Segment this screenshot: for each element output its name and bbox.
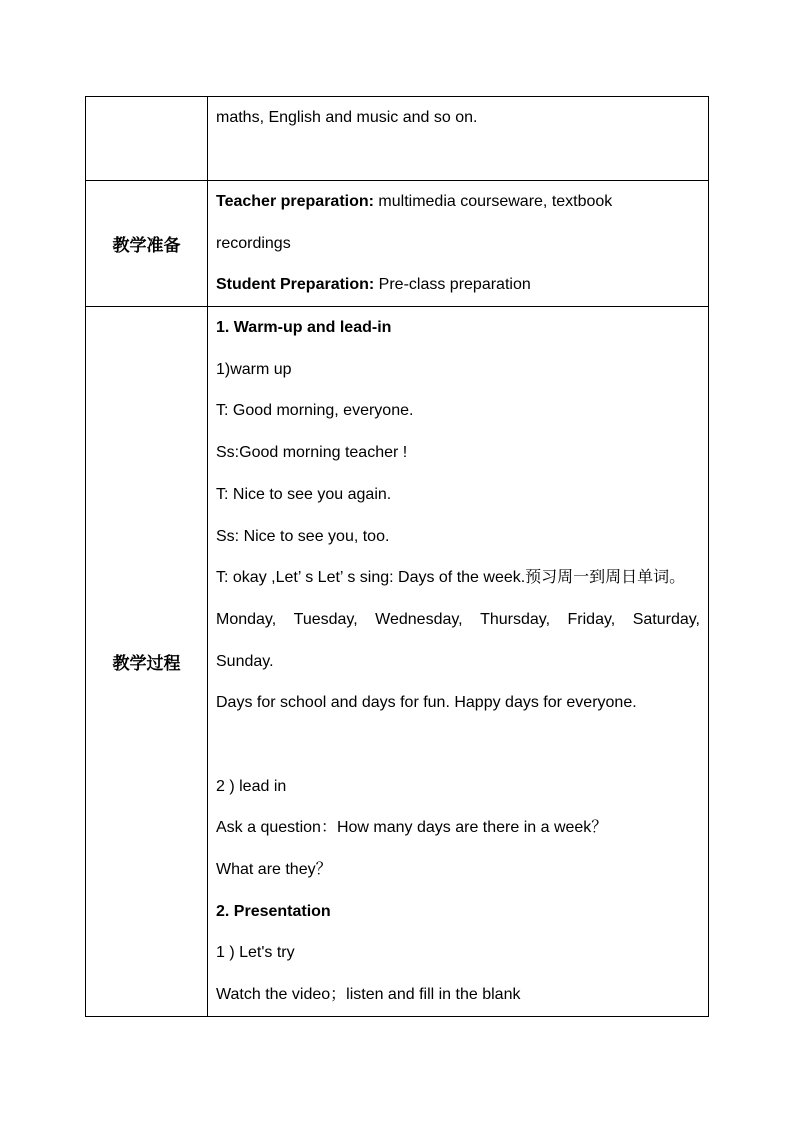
student-preparation-line — [216, 264, 702, 306]
text-line: T: Good morning, everyone. — [216, 402, 414, 420]
section-heading-text: 1. Warm-up and lead-in — [216, 319, 392, 337]
blank-line — [216, 724, 702, 766]
teacher-preparation-text: multimedia courseware, textbook — [373, 193, 613, 210]
text-line: Watch the video；listen and fill in the blank — [216, 986, 521, 1004]
section-heading — [216, 307, 702, 349]
row-label-process: 教学过程 — [86, 307, 208, 1017]
teacher-preparation-heading: Teacher preparation: — [216, 193, 374, 210]
section-heading-text: 2. Presentation — [216, 902, 331, 920]
text-line: 2 ) lead in — [216, 777, 287, 795]
weekday-word: Friday, — [567, 610, 616, 628]
teacher-preparation-line — [216, 181, 702, 223]
table-row — [86, 97, 709, 181]
text-line: Sunday. — [216, 652, 274, 670]
text-line: T: Nice to see you again. — [216, 485, 392, 503]
row-content — [208, 307, 709, 1017]
text-line: Days for school and days for fun. Happy days for everyone. — [216, 694, 637, 712]
text-line: Ask a question：How many days are there in a week？ — [216, 819, 608, 837]
table-row — [86, 181, 709, 307]
weekday-word: Thursday, — [480, 610, 551, 628]
student-preparation-text: Pre-class preparation — [374, 276, 531, 294]
weekday-word: Wednesday, — [375, 610, 463, 628]
weekdays-line — [216, 599, 702, 641]
text-line: What are they？ — [216, 861, 332, 878]
text-line: 1)warm up — [216, 360, 292, 378]
weekday-word: Tuesday, — [293, 610, 358, 628]
text-line: 1 ) Let's try — [216, 944, 295, 962]
row-label-empty — [86, 97, 208, 181]
text-line: Ss:Good morning teacher ! — [216, 444, 408, 462]
text-line: Ss: Nice to see you, too. — [216, 527, 390, 545]
student-preparation-heading: Student Preparation: — [216, 276, 375, 294]
text-line: maths, English and music and so on. — [216, 109, 478, 126]
table-row — [86, 307, 709, 1017]
row-content — [208, 97, 709, 181]
weekday-word: Monday, — [216, 610, 277, 628]
text-line: T: okay ,Let’ s Let’ s sing: Days of the week.预习周一到周日单词。 — [216, 569, 686, 587]
lesson-plan-table — [85, 96, 709, 1017]
text-line: recordings — [216, 234, 291, 252]
weekday-word: Saturday, — [632, 610, 700, 628]
row-content — [208, 181, 709, 307]
row-label-preparation: 教学准备 — [86, 181, 208, 307]
section-heading — [216, 891, 702, 933]
